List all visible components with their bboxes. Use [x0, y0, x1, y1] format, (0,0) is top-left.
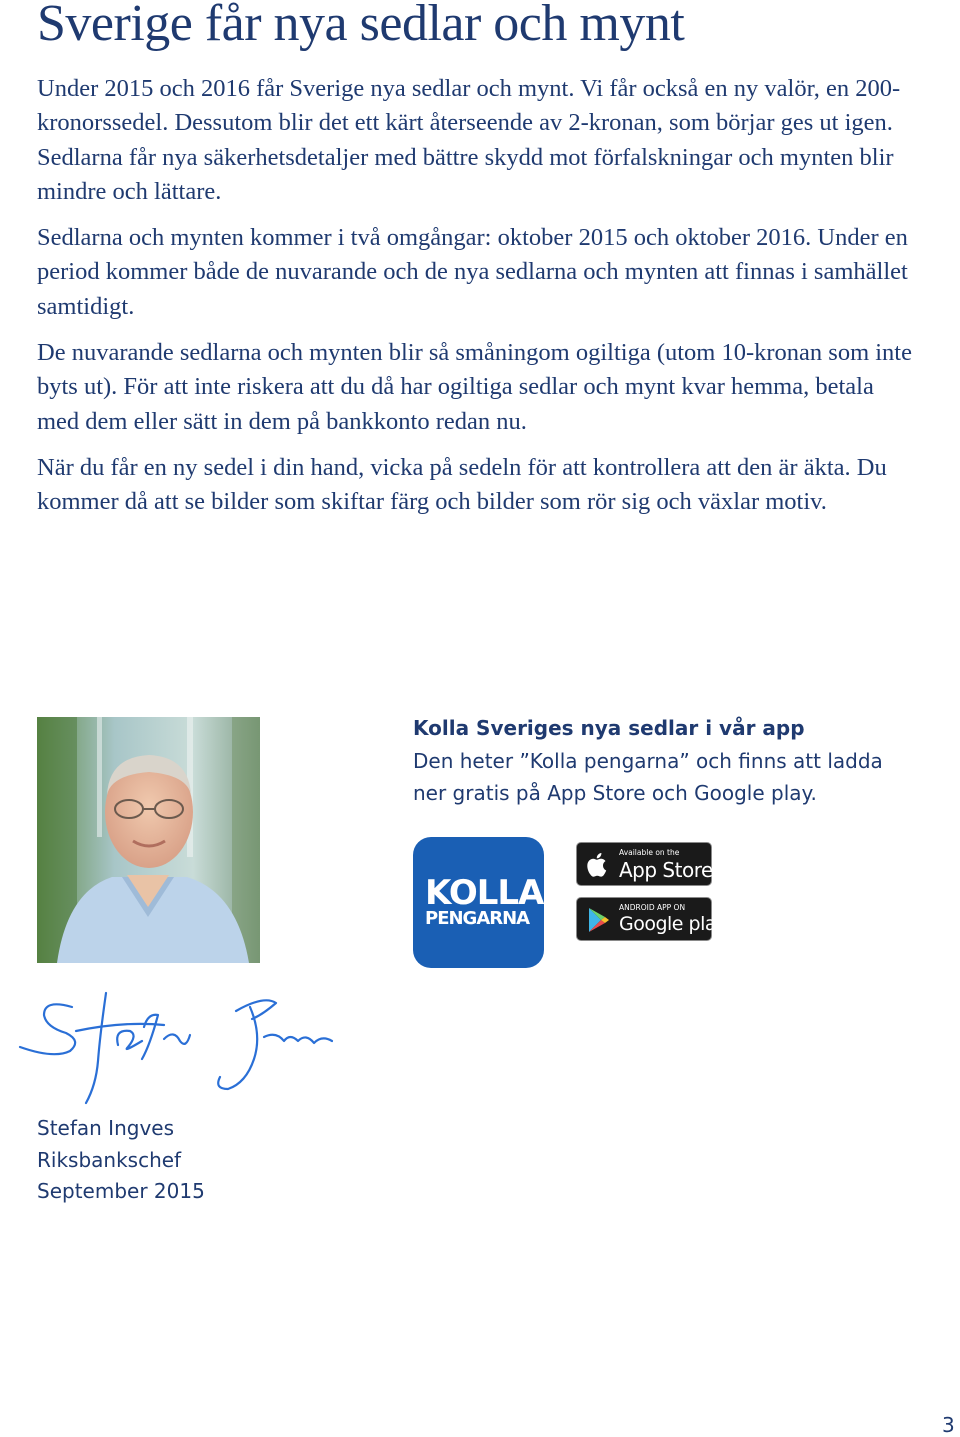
app-promo-heading: Kolla Sveriges nya sedlar i vår app: [413, 716, 805, 740]
paragraph: De nuvarande sedlarna och mynten blir så småningom ogiltiga (utom 10-kronan som inte byts ut). För att inte riskera att du då har ogiltiga sedlar och mynt kvar hemma, betala med dem eller sätt in dem på bankkonto redan nu.: [37, 339, 912, 435]
page-number: 3: [942, 1413, 955, 1437]
paragraph: Sedlarna och mynten kommer i två omgångar: oktober 2015 och oktober 2016. Under en period kommer både de nuvarande och de nya sedlarna och mynten att finnas i samhället samtidigt.: [37, 224, 908, 320]
paragraph: När du får en ny sedel i din hand, vicka på sedeln för att kontrollera att den är äkta. Du kommer då att se bilder som skiftar färg och bilder som rör sig och växlar motiv.: [37, 453, 887, 516]
signer-name: Stefan Ingves: [37, 1116, 175, 1140]
signature-date: September 2015: [37, 1179, 205, 1203]
app-promo-text: Den heter ”Kolla pengarna” och finns att ladda ner gratis på App Store och Google play.: [413, 749, 883, 805]
portrait-illustration: [37, 717, 260, 963]
paragraph: Under 2015 och 2016 får Sverige nya sedlar och mynt. Vi får också en ny valör, en 200-kronorssedel. Dessutom blir det ett kärt återseende av 2-kronan, som börjar ges ut igen. Sedlarna får nya säkerhetsdetaljer med bättre skydd mot förfalskningar och mynten blir mindre och lättare.: [37, 75, 901, 205]
signer-role: Riksbankschef: [37, 1148, 182, 1172]
portrait-photo: [37, 717, 260, 963]
page-title: Sverige får nya sedlar och mynt: [37, 0, 685, 52]
app-store-badge-label: App Store: [619, 858, 713, 882]
apple-icon: [587, 852, 611, 878]
app-icon-line2: PENGARNA: [425, 908, 530, 929]
signature: [14, 985, 344, 1110]
google-play-badge-small-text: ANDROID APP ON: [619, 903, 686, 912]
body-text: [37, 72, 917, 532]
google-play-icon: [587, 907, 611, 933]
app-icon-line1: KOLLA: [425, 873, 544, 913]
google-play-badge[interactable]: [576, 897, 727, 941]
app-store-badge-small-text: Available on the: [619, 848, 680, 857]
kolla-pengarna-app-icon[interactable]: [413, 837, 544, 968]
app-store-badge[interactable]: [576, 842, 712, 886]
google-play-badge-label: Google play: [619, 913, 727, 935]
